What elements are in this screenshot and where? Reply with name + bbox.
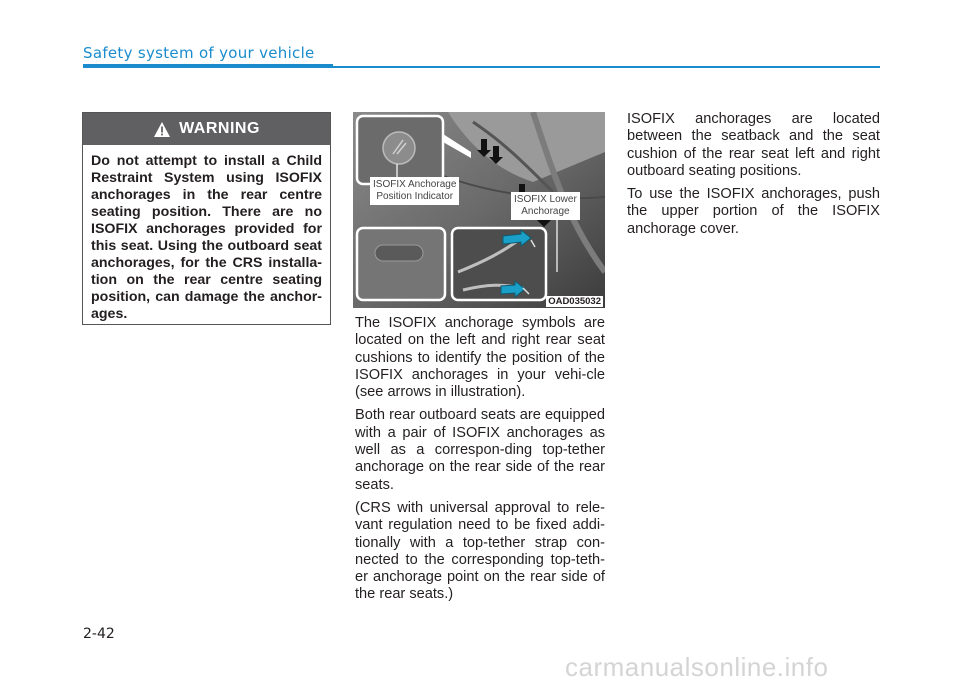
lower-anchorage-label-line2: Anchorage (521, 206, 570, 217)
section-title: Safety system of your vehicle (83, 44, 315, 62)
isofix-illustration (353, 112, 605, 308)
paragraph: Both rear outboard seats are equipped with a pair of ISOFIX anchorages as well as a correspon-ding top-tether anchorage on the rear side of the rear seats. (355, 407, 605, 493)
cushion-inset (357, 228, 445, 300)
paragraph: To use the ISOFIX anchorages, push the upper portion of the ISOFIX anchorage cover. (627, 186, 880, 237)
paragraph: The ISOFIX anchorage symbols are located on the left and right rear seat cushions to identify the position of the ISOFIX anchorages in your vehi-cle (see arrows in illustration). (355, 315, 605, 401)
indicator-label-line2: Position Indicator (376, 191, 454, 202)
paragraph: (CRS with universal approval to rele-vant regulation need to be fixed addi-tionally with a top-tether strap con-nected to the corresponding top-teth-er anchorage point on the rear side of the rear seats.) (355, 499, 605, 603)
lower-anchorage-label-line1: ISOFIX Lower (514, 194, 577, 205)
header-rule-thick (83, 64, 333, 68)
header-rule-thin (333, 66, 880, 68)
warning-text: Do not attempt to install a Child Restraint System using ISOFIX anchorages in the rear centre seating position. There are no ISOFIX anchorages provided for this seat. Using the outboard seat anchorages, for the CRS installa-tion on the rear centre seating position, can damage the anchor-ages. (91, 153, 322, 322)
paragraph: ISOFIX anchorages are located between the seatback and the seat cushion of the rear seat left and right outboard seating positions. (627, 111, 880, 179)
warning-box (82, 112, 331, 325)
indicator-label (370, 177, 459, 205)
page-number: 2-42 (83, 626, 115, 642)
lower-anchorage-label (511, 192, 580, 220)
indicator-label-line1: ISOFIX Anchorage (373, 179, 457, 190)
figure-code: OAD035032 (548, 296, 601, 307)
warning-header (83, 113, 330, 145)
warning-triangle-icon (153, 121, 171, 138)
middle-column (355, 315, 605, 610)
warning-title: WARNING (179, 120, 260, 137)
watermark: carmanualsonline.info (565, 652, 829, 682)
right-column (627, 111, 880, 244)
